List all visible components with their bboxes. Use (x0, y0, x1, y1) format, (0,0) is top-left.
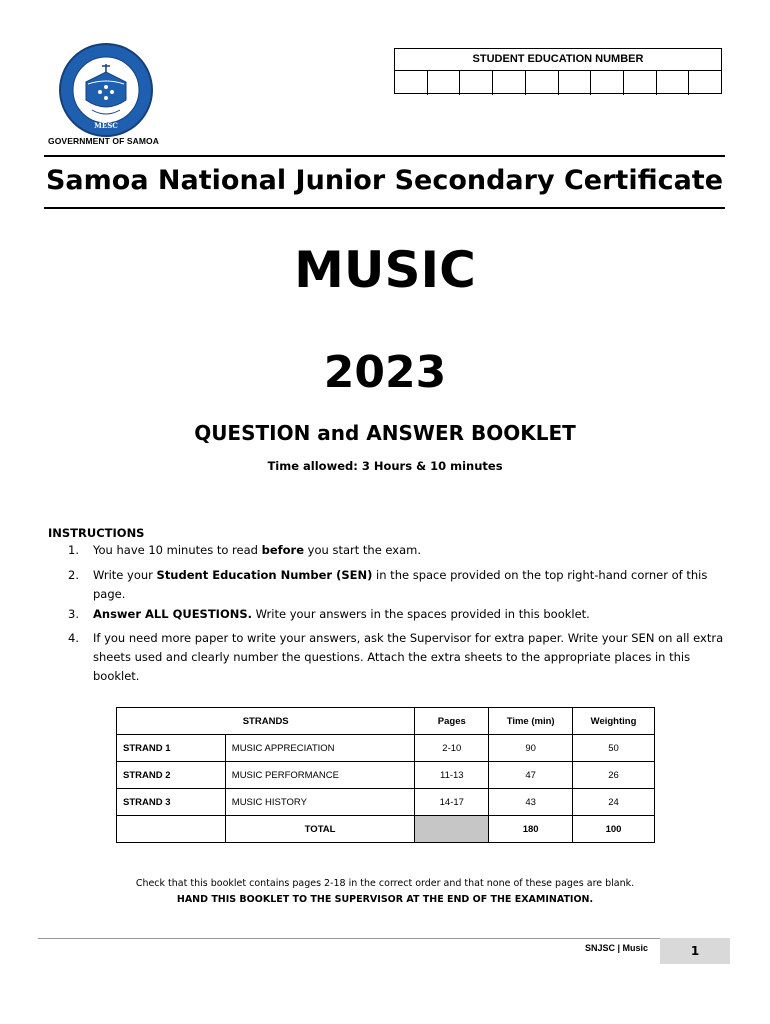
instruction-text: If you need more paper to write your answers, ask the Supervisor for extra paper. Write your SEN on all extra sheets used and clearly number the questions. Attach the extra sheets to the appropriate places in this booklet. (93, 631, 724, 683)
instruction-number: 3. (68, 607, 79, 621)
sen-cell[interactable] (526, 71, 559, 95)
header-pages: Pages (415, 708, 489, 735)
sen-cell[interactable] (689, 71, 721, 95)
sen-cell[interactable] (657, 71, 690, 95)
instruction-text: Write your (93, 568, 157, 582)
strand-id: STRAND 3 (117, 789, 226, 816)
table-row (117, 762, 655, 789)
government-label: GOVERNMENT OF SAMOA (48, 136, 159, 146)
sen-cell[interactable] (591, 71, 624, 95)
booklet-title: QUESTION and ANSWER BOOKLET (194, 421, 576, 445)
strand-name: MUSIC PERFORMANCE (225, 762, 415, 789)
strand-id: STRAND 1 (117, 735, 226, 762)
strand-weighting: 26 (573, 762, 655, 789)
footer-label: SNJSC | Music (585, 943, 649, 953)
total-label: TOTAL (225, 816, 415, 843)
instruction-emphasis: Student Education Number (SEN) (156, 568, 373, 582)
strand-weighting: 50 (573, 735, 655, 762)
subject-title: MUSIC (294, 241, 476, 299)
sen-cell[interactable] (428, 71, 461, 95)
mesc-seal-logo (58, 42, 154, 138)
instruction-number: 1. (68, 543, 79, 557)
header-weighting: Weighting (573, 708, 655, 735)
title-rule-bottom (44, 207, 725, 209)
total-weighting: 100 (573, 816, 655, 843)
strand-name: MUSIC HISTORY (225, 789, 415, 816)
strand-time: 47 (489, 762, 573, 789)
seal-abbrev: MESC (94, 121, 118, 130)
table-header-row (117, 708, 655, 735)
instructions-heading: INSTRUCTIONS (48, 526, 145, 540)
instruction-item (68, 605, 728, 624)
time-allowed: Time allowed: 3 Hours & 10 minutes (267, 459, 503, 473)
sen-cell[interactable] (395, 71, 428, 95)
sen-cells (395, 71, 721, 95)
check-pages-note: Check that this booklet contains pages 2-18 in the correct order and that none of these pages are blank. (135, 878, 635, 889)
instruction-emphasis: Answer ALL QUESTIONS. (93, 607, 253, 621)
header-strands: STRANDS (117, 708, 415, 735)
hand-in-note: HAND THIS BOOKLET TO THE SUPERVISOR AT THE END OF THE EXAMINATION. (176, 894, 594, 905)
instruction-emphasis: before (261, 543, 305, 557)
strand-pages: 2-10 (415, 735, 489, 762)
header-time: Time (min) (489, 708, 573, 735)
student-education-number-box (394, 48, 722, 94)
strand-time: 43 (489, 789, 573, 816)
table-row (117, 735, 655, 762)
sen-cell[interactable] (559, 71, 592, 95)
instruction-number: 2. (68, 568, 79, 582)
strand-time: 90 (489, 735, 573, 762)
strand-name: MUSIC APPRECIATION (225, 735, 415, 762)
instruction-text: Write your answers in the spaces provided in this booklet. (252, 607, 590, 621)
instruction-text: You have 10 minutes to read (93, 543, 262, 557)
instruction-text: in the space provided on the top right-hand corner of this page. (93, 568, 708, 601)
table-row (117, 789, 655, 816)
sen-cell[interactable] (460, 71, 493, 95)
sen-cell[interactable] (624, 71, 657, 95)
strands-table (116, 707, 655, 843)
footer-rule (38, 938, 730, 939)
instruction-item (68, 566, 728, 604)
certificate-title: Samoa National Junior Secondary Certificate (45, 165, 724, 196)
total-blank-cell (117, 816, 226, 843)
title-rule-top (44, 155, 725, 157)
strand-pages: 11-13 (415, 762, 489, 789)
instruction-item (68, 541, 728, 560)
strand-weighting: 24 (573, 789, 655, 816)
instruction-item (68, 629, 728, 686)
sen-cell[interactable] (493, 71, 526, 95)
exam-year: 2023 (323, 347, 447, 398)
page-number: 1 (660, 938, 730, 964)
strand-pages: 14-17 (415, 789, 489, 816)
total-time: 180 (489, 816, 573, 843)
instruction-number: 4. (68, 631, 79, 645)
instruction-text: you start the exam. (304, 543, 422, 557)
total-pages-shaded (415, 816, 489, 843)
strand-id: STRAND 2 (117, 762, 226, 789)
table-total-row (117, 816, 655, 843)
sen-label: STUDENT EDUCATION NUMBER (395, 49, 721, 71)
